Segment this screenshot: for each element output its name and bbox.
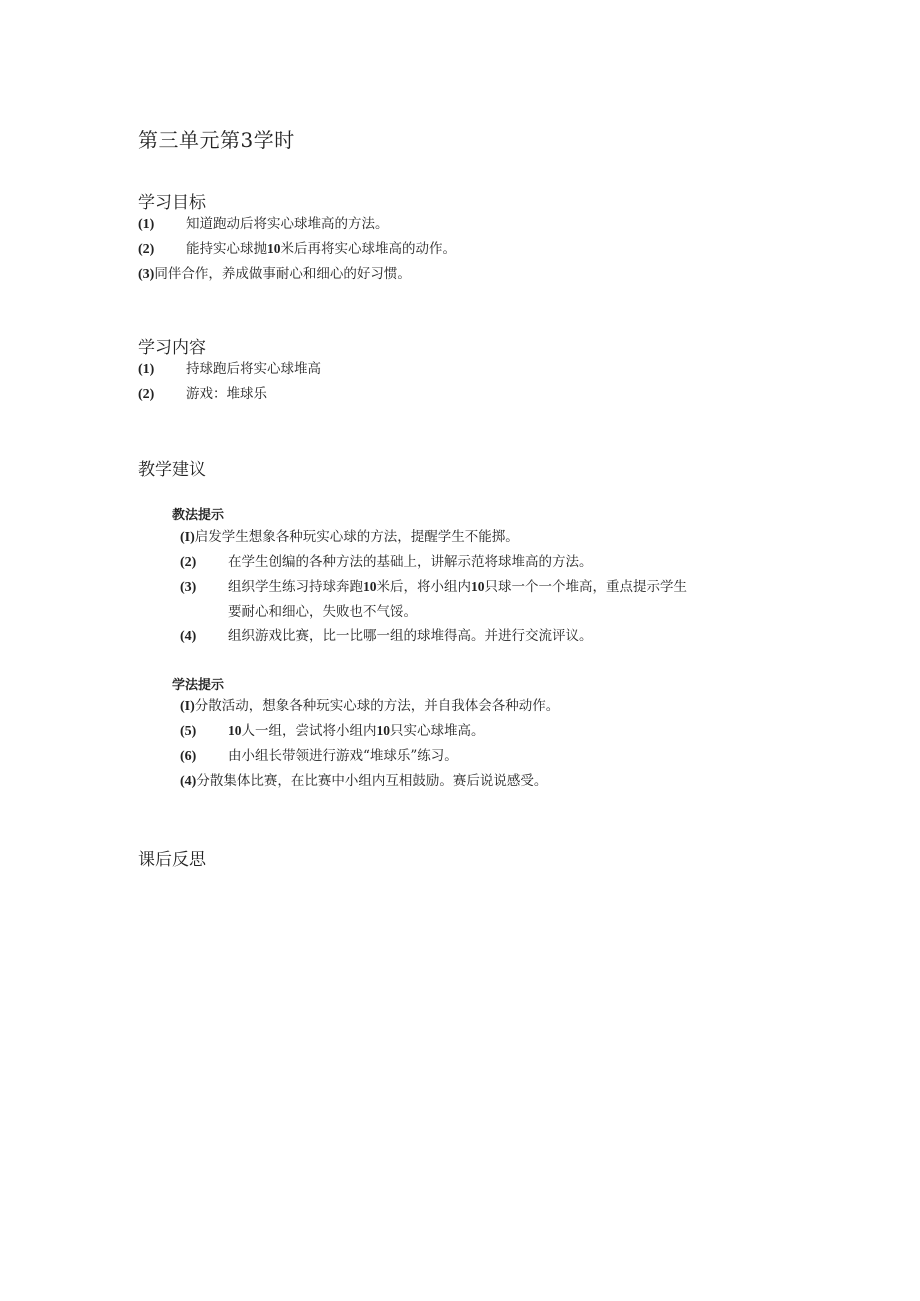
item-text: 由小组长带领进行游戏“堆球乐”练习。	[228, 748, 458, 764]
item-text: 分散活动，想象各种玩实心球的方法，并自我体会各种动作。	[194, 698, 560, 714]
item-text: 游戏：堆球乐	[186, 386, 267, 402]
list-item	[138, 357, 321, 382]
item-text: 能持实心球抛	[186, 241, 267, 257]
item-text: 组织学生练习持球奔跑	[228, 579, 363, 595]
list-item	[180, 744, 559, 769]
sub-heading-learning: 学法提示	[172, 678, 225, 693]
item-number-value: 10	[228, 723, 242, 738]
goals-list	[138, 212, 456, 287]
item-number: (2)	[138, 242, 155, 257]
sub-heading-teaching: 教法提示	[172, 508, 225, 523]
item-number: (I)	[180, 699, 195, 714]
item-number: (4)	[180, 629, 197, 644]
list-item	[138, 212, 456, 237]
section-heading-reflection: 课后反思	[138, 850, 206, 870]
item-number: (1)	[138, 362, 155, 377]
list-item	[180, 769, 559, 794]
item-number: (3)	[180, 580, 197, 595]
item-number-value: 10	[471, 579, 485, 594]
section-heading-goals: 学习目标	[138, 193, 206, 213]
item-text: 只球一个一个堆高，重点提示学生	[484, 579, 687, 595]
item-number-value: 10	[363, 579, 377, 594]
item-number: (6)	[180, 749, 197, 764]
item-number: (1)	[138, 217, 155, 232]
item-text: 只实心球堆高。	[390, 723, 485, 739]
item-text: 持球跑后将实心球堆高	[186, 361, 321, 377]
item-text: 米后，将小组内	[376, 579, 471, 595]
list-item	[180, 624, 687, 649]
teaching-list	[180, 525, 687, 649]
item-number-value: 10	[267, 241, 281, 256]
item-text: 知道跑动后将实心球堆高的方法。	[186, 216, 389, 232]
item-number: (4)	[180, 774, 197, 789]
section-heading-content: 学习内容	[138, 338, 206, 358]
item-number: (2)	[180, 555, 197, 570]
item-number: (3)	[138, 267, 155, 282]
item-number: (I)	[180, 530, 195, 545]
list-item	[180, 550, 687, 575]
item-number: (2)	[138, 387, 155, 402]
item-text: 在学生创编的各种方法的基础上，讲解示范将球堆高的方法。	[228, 554, 593, 570]
item-number-value: 10	[376, 723, 390, 738]
item-number: (5)	[180, 724, 197, 739]
section-heading-advice: 教学建议	[138, 460, 206, 480]
item-text: 同伴合作，养成做事耐心和细心的好习惯。	[154, 266, 411, 282]
page-title: 第三单元第3学时	[138, 128, 295, 152]
list-item	[138, 262, 456, 287]
item-text: 组织游戏比赛，比一比哪一组的球堆得高。并进行交流评议。	[228, 628, 593, 644]
list-item	[138, 237, 456, 262]
list-item	[138, 382, 321, 407]
list-item	[180, 719, 559, 744]
item-text: 启发学生想象各种玩实心球的方法，提醒学生不能掷。	[194, 529, 519, 545]
item-text: 米后再将实心球堆高的动作。	[280, 241, 456, 257]
item-text-continuation: 要耐心和细心，失败也不气馁。	[228, 604, 417, 620]
learning-list	[180, 694, 559, 794]
item-text: 分散集体比赛，在比赛中小组内互相鼓励。赛后说说感受。	[196, 773, 548, 789]
list-item	[180, 525, 687, 550]
list-item	[180, 575, 687, 624]
item-text: 人一组，尝试将小组内	[241, 723, 377, 739]
content-list	[138, 357, 321, 407]
list-item	[180, 694, 559, 719]
